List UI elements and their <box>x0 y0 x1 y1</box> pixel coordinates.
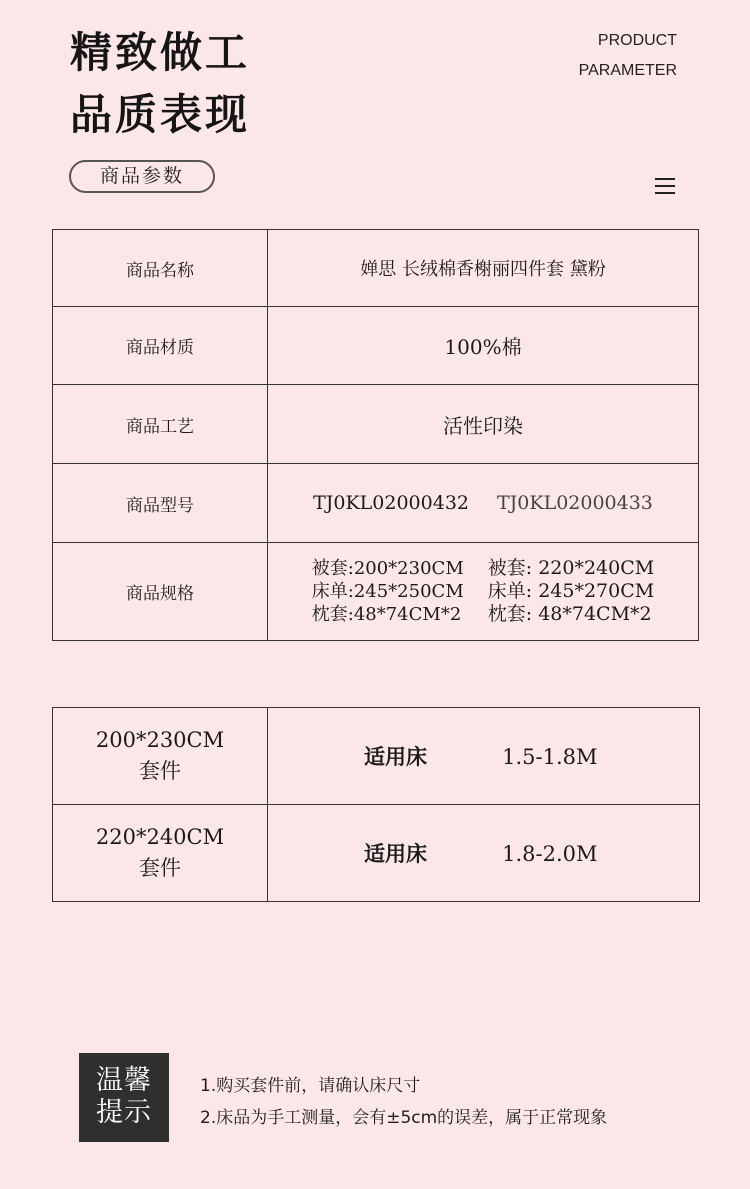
set-size-dimension: 200*230CM <box>95 728 225 752</box>
model-number-1: TJ0KL02000432 <box>313 492 469 514</box>
size-item: 床单: 245*270CM <box>487 580 655 602</box>
craft-label: 商品工艺 <box>53 385 268 464</box>
size-label: 商品规格 <box>53 543 268 641</box>
name-label: 商品名称 <box>53 230 268 307</box>
bed-fit <box>268 805 700 902</box>
table-row <box>53 230 699 307</box>
name-value: 婵思 长绒棉香榭丽四件套 黛粉 <box>268 230 699 307</box>
model-number-2: TJ0KL02000433 <box>497 492 653 514</box>
size-item: 床单:245*250CM <box>311 581 464 602</box>
size-value <box>268 543 699 641</box>
set-size-label: 套件 <box>139 759 181 783</box>
bed-fit <box>268 708 700 805</box>
model-label: 商品型号 <box>53 464 268 543</box>
material-label: 商品材质 <box>53 307 268 385</box>
tips-badge <box>79 1053 169 1142</box>
set-size-dimension: 220*240CM <box>95 825 225 849</box>
bed-fit-value: 1.5-1.8M <box>502 745 598 769</box>
spec-table <box>52 229 699 641</box>
en-label-line-2: PARAMETER <box>578 62 677 79</box>
bed-fit-label: 适用床 <box>364 744 427 769</box>
hamburger-menu-icon[interactable] <box>655 178 675 195</box>
material-value: 100%棉 <box>268 307 699 385</box>
table-row <box>53 307 699 385</box>
headline-line-1: 精致做工 <box>70 28 251 77</box>
table-row <box>53 708 700 805</box>
bed-size-table <box>52 707 700 902</box>
bed-fit-label: 适用床 <box>364 841 427 866</box>
size-item: 被套: 220*240CM <box>487 557 655 579</box>
tips-text <box>200 1070 607 1134</box>
table-row <box>53 385 699 464</box>
size-item: 被套:200*230CM <box>311 558 464 579</box>
size-item: 枕套: 48*74CM*2 <box>487 603 652 625</box>
size-item: 枕套:48*74CM*2 <box>311 604 462 625</box>
page-headline <box>70 22 250 146</box>
size-column-1 <box>312 557 464 626</box>
tip-line-1: 1.购买套件前，请确认床尺寸 <box>200 1076 421 1096</box>
size-column-2 <box>488 557 654 626</box>
table-row <box>53 464 699 543</box>
product-parameter-label <box>579 26 677 86</box>
set-size <box>53 708 268 805</box>
section-pill: 商品参数 <box>69 160 215 193</box>
table-row <box>53 543 699 641</box>
set-size-label: 套件 <box>139 856 181 880</box>
tips-badge-line-1: 温馨 <box>96 1065 152 1096</box>
tips-badge-line-2: 提示 <box>96 1097 152 1128</box>
set-size <box>53 805 268 902</box>
tip-line-2: 2.床品为手工测量，会有±5cm的误差，属于正常现象 <box>200 1108 608 1128</box>
craft-value: 活性印染 <box>268 385 699 464</box>
en-label-line-1: PRODUCT <box>597 32 677 49</box>
headline-line-2: 品质表现 <box>70 90 251 139</box>
bed-fit-value: 1.8-2.0M <box>502 842 598 866</box>
model-value <box>268 464 699 543</box>
table-row <box>53 805 700 902</box>
